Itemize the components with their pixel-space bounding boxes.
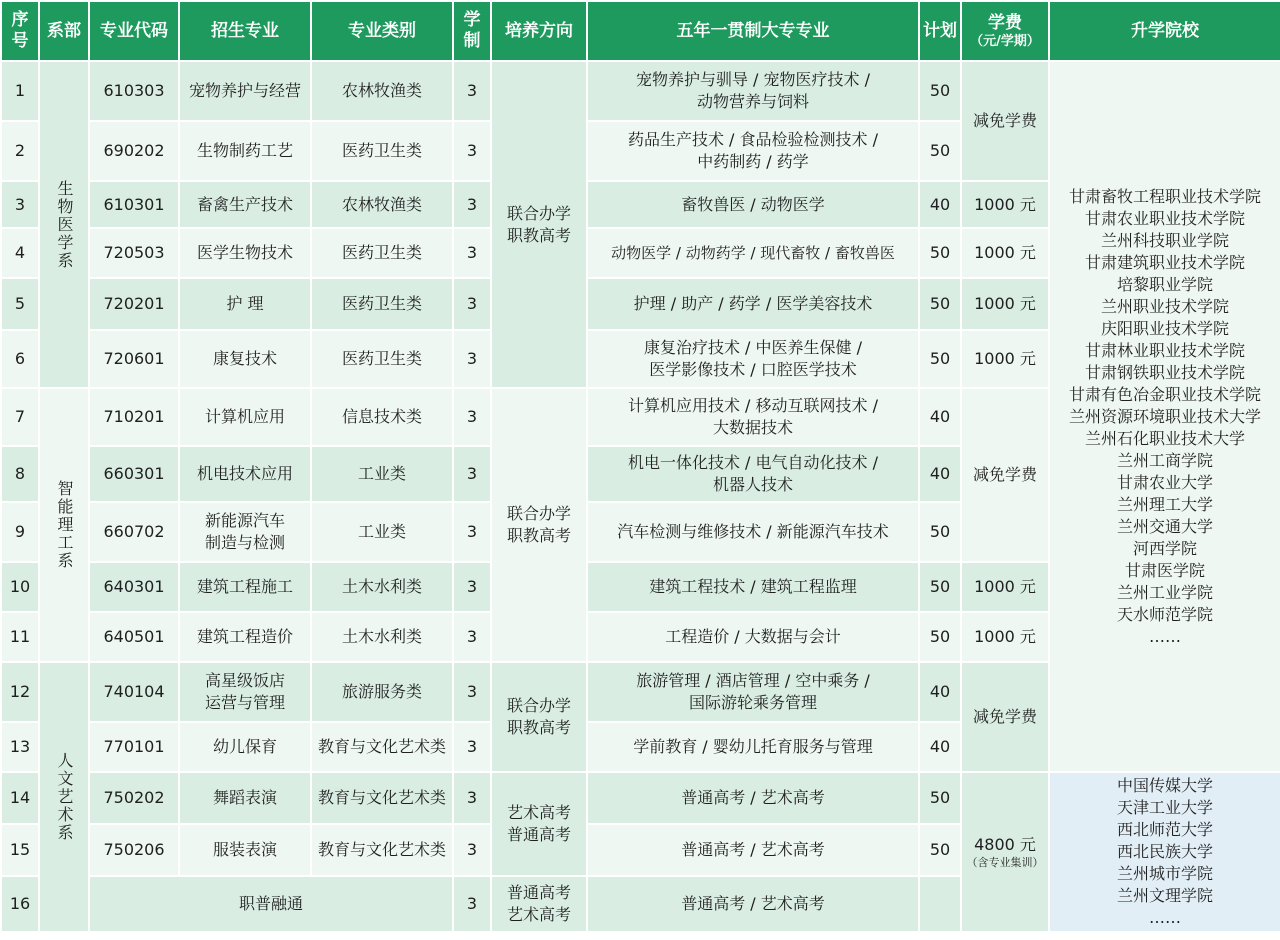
cell-code: 640501 (89, 612, 179, 662)
header-major: 招生专业 (179, 1, 311, 61)
cell-major (179, 502, 311, 562)
cell-category: 教育与文化艺术类 (311, 772, 453, 824)
cell-fee: 1000 元 (961, 228, 1049, 278)
direction-line: 职教高考 (506, 225, 571, 245)
cell-plan: 50 (919, 824, 961, 876)
cell-seq: 9 (1, 502, 39, 562)
cell-years: 3 (453, 61, 491, 121)
cell-seq: 11 (1, 612, 39, 662)
header-fee (961, 1, 1049, 61)
cell-seq: 13 (1, 722, 39, 772)
fee-waived: 减免学费 (961, 61, 1049, 181)
cell-seq: 14 (1, 772, 39, 824)
school-item: 西北师范大学 (1116, 820, 1213, 839)
cell-college (587, 446, 919, 502)
college-line: 机器人技术 (712, 475, 793, 494)
major-line: 高星级饭店 (204, 671, 285, 690)
college-line: 国际游轮乘务管理 (688, 693, 817, 712)
cell-code: 610303 (89, 61, 179, 121)
cell-years: 3 (453, 722, 491, 772)
cell-major-merged: 职普融通 (89, 876, 453, 932)
fee-art-value: 4800 元 (974, 835, 1036, 854)
college-line: 动物营养与饲料 (696, 92, 809, 111)
cell-code: 720503 (89, 228, 179, 278)
fee-art (961, 772, 1049, 932)
cell-seq: 10 (1, 562, 39, 612)
cell-college (587, 388, 919, 446)
direction-tech (491, 388, 587, 662)
cell-category: 土木水利类 (311, 562, 453, 612)
cell-years: 3 (453, 181, 491, 228)
cell-code: 660702 (89, 502, 179, 562)
direction-line: 普通高考 (506, 825, 571, 844)
school-item: 兰州工业学院 (1116, 582, 1213, 602)
cell-major: 机电技术应用 (179, 446, 311, 502)
school-item: 甘肃农业大学 (1116, 472, 1213, 492)
direction-arts-joint (491, 662, 587, 772)
school-item: 兰州科技职业学院 (1100, 230, 1229, 250)
cell-category: 信息技术类 (311, 388, 453, 446)
header-seq: 序号 (1, 1, 39, 61)
cell-college: 汽车检测与维修技术 / 新能源汽车技术 (587, 502, 919, 562)
schools-list (1049, 61, 1280, 772)
college-line: 计算机应用技术 / 移动互联网技术 / (627, 396, 879, 415)
cell-category: 工业类 (311, 446, 453, 502)
cell-college: 普通高考 / 艺术高考 (587, 876, 919, 932)
college-line: 康复治疗技术 / 中医养生保健 / (643, 338, 863, 357)
school-item: 甘肃建筑职业技术学院 (1084, 252, 1245, 272)
cell-college (587, 330, 919, 388)
cell-college: 动物医学 / 动物药学 / 现代畜牧 / 畜牧兽医 (587, 228, 919, 278)
cell-fee: 1000 元 (961, 181, 1049, 228)
dept-tech: 智能理工系 (39, 388, 89, 662)
fee-waived: 减免学费 (961, 388, 1049, 562)
cell-years: 3 (453, 388, 491, 446)
cell-plan: 50 (919, 562, 961, 612)
school-item: 庆阳职业技术学院 (1100, 318, 1229, 338)
cell-years: 3 (453, 562, 491, 612)
direction-art-exam (491, 772, 587, 876)
cell-major: 计算机应用 (179, 388, 311, 446)
cell-years: 3 (453, 446, 491, 502)
cell-plan: 50 (919, 772, 961, 824)
cell-plan: 50 (919, 228, 961, 278)
cell-seq: 2 (1, 121, 39, 181)
cell-category: 医药卫生类 (311, 228, 453, 278)
cell-category: 医药卫生类 (311, 278, 453, 330)
cell-seq: 15 (1, 824, 39, 876)
cell-fee: 1000 元 (961, 278, 1049, 330)
direction-line: 联合办学 (506, 203, 571, 223)
cell-major: 康复技术 (179, 330, 311, 388)
header-category: 专业类别 (311, 1, 453, 61)
header-years: 学制 (453, 1, 491, 61)
cell-college: 普通高考 / 艺术高考 (587, 772, 919, 824)
cell-college: 护理 / 助产 / 药学 / 医学美容技术 (587, 278, 919, 330)
cell-plan: 40 (919, 388, 961, 446)
cell-college: 建筑工程技术 / 建筑工程监理 (587, 562, 919, 612)
school-item: 甘肃林业职业技术学院 (1084, 340, 1245, 360)
header-row (1, 1, 1280, 61)
table-row (1, 61, 1280, 121)
school-item: 兰州资源环境职业技术大学 (1068, 406, 1261, 426)
cell-code: 660301 (89, 446, 179, 502)
college-line: 中药制药 / 药学 (697, 152, 809, 171)
direction-bio (491, 61, 587, 388)
cell-major: 生物制药工艺 (179, 121, 311, 181)
school-item: 河西学院 (1132, 538, 1197, 558)
major-line: 运营与管理 (204, 693, 285, 712)
cell-years: 3 (453, 278, 491, 330)
cell-code: 720201 (89, 278, 179, 330)
cell-years: 3 (453, 330, 491, 388)
cell-years: 3 (453, 772, 491, 824)
cell-plan: 50 (919, 121, 961, 181)
cell-code: 750206 (89, 824, 179, 876)
school-item: 兰州城市学院 (1116, 864, 1213, 883)
cell-seq: 6 (1, 330, 39, 388)
cell-major (179, 662, 311, 722)
college-line: 药品生产技术 / 食品检验检测技术 / (627, 130, 879, 149)
cell-major: 建筑工程施工 (179, 562, 311, 612)
school-item: 甘肃钢铁职业技术学院 (1084, 362, 1245, 382)
fee-art-note: （含专业集训） (966, 856, 1044, 869)
college-line: 机电一体化技术 / 电气自动化技术 / (627, 453, 879, 472)
schools-art-list (1049, 772, 1280, 932)
cell-category: 医药卫生类 (311, 121, 453, 181)
cell-category: 教育与文化艺术类 (311, 722, 453, 772)
school-item: 西北民族大学 (1116, 842, 1213, 861)
cell-college: 工程造价 / 大数据与会计 (587, 612, 919, 662)
cell-code: 690202 (89, 121, 179, 181)
cell-code: 740104 (89, 662, 179, 722)
cell-category: 旅游服务类 (311, 662, 453, 722)
direction-general (491, 876, 587, 932)
school-item: 甘肃有色冶金职业技术学院 (1068, 384, 1261, 404)
cell-years: 3 (453, 612, 491, 662)
cell-college (587, 121, 919, 181)
school-item: 天津工业大学 (1116, 798, 1213, 817)
cell-plan: 50 (919, 61, 961, 121)
header-college-majors: 五年一贯制大专专业 (587, 1, 919, 61)
direction-line: 联合办学 (506, 696, 571, 715)
cell-plan (919, 876, 961, 932)
cell-major: 舞蹈表演 (179, 772, 311, 824)
cell-plan: 40 (919, 181, 961, 228)
school-item: 甘肃医学院 (1124, 560, 1205, 580)
cell-plan: 50 (919, 330, 961, 388)
cell-major: 服装表演 (179, 824, 311, 876)
dept-bio: 生物医学系 (39, 61, 89, 388)
cell-code: 720601 (89, 330, 179, 388)
school-item: 兰州文理学院 (1116, 886, 1213, 905)
cell-major: 畜禽生产技术 (179, 181, 311, 228)
header-direction: 培养方向 (491, 1, 587, 61)
cell-major: 宠物养护与经营 (179, 61, 311, 121)
header-fee-unit: （元/学期） (970, 33, 1040, 49)
school-item: 天水师范学院 (1116, 604, 1213, 624)
fee-waived: 减免学费 (961, 662, 1049, 772)
school-item: 兰州理工大学 (1116, 494, 1213, 514)
school-item: 中国传媒大学 (1116, 776, 1213, 795)
college-line: 宠物养护与驯导 / 宠物医疗技术 / (635, 70, 871, 89)
cell-years: 3 (453, 824, 491, 876)
cell-major: 幼儿保育 (179, 722, 311, 772)
cell-seq: 4 (1, 228, 39, 278)
cell-plan: 40 (919, 662, 961, 722)
header-dept: 系部 (39, 1, 89, 61)
major-line: 新能源汽车 (204, 511, 285, 530)
dept-arts: 人文艺术系 (39, 662, 89, 932)
cell-code: 750202 (89, 772, 179, 824)
major-line: 制造与检测 (204, 533, 285, 552)
cell-college: 普通高考 / 艺术高考 (587, 824, 919, 876)
cell-years: 3 (453, 662, 491, 722)
cell-years: 3 (453, 876, 491, 932)
cell-plan: 50 (919, 502, 961, 562)
cell-code: 640301 (89, 562, 179, 612)
cell-major: 护 理 (179, 278, 311, 330)
school-item: …… (1149, 908, 1181, 927)
school-item: 甘肃畜牧工程职业技术学院 (1068, 186, 1261, 206)
table-row (1, 772, 1280, 824)
cell-category: 医药卫生类 (311, 330, 453, 388)
cell-code: 610301 (89, 181, 179, 228)
cell-college (587, 662, 919, 722)
direction-line: 职教高考 (506, 718, 571, 737)
cell-category: 农林牧渔类 (311, 181, 453, 228)
cell-seq: 12 (1, 662, 39, 722)
cell-plan: 50 (919, 278, 961, 330)
cell-college: 学前教育 / 婴幼儿托育服务与管理 (587, 722, 919, 772)
cell-college (587, 61, 919, 121)
cell-plan: 40 (919, 446, 961, 502)
school-item: 兰州工商学院 (1116, 450, 1213, 470)
college-line: 医学影像技术 / 口腔医学技术 (649, 360, 857, 379)
cell-college: 畜牧兽医 / 动物医学 (587, 181, 919, 228)
cell-plan: 50 (919, 612, 961, 662)
cell-seq: 16 (1, 876, 39, 932)
cell-seq: 3 (1, 181, 39, 228)
cell-fee: 1000 元 (961, 562, 1049, 612)
school-item: 兰州职业技术学院 (1100, 296, 1229, 316)
direction-line: 艺术高考 (506, 905, 571, 924)
header-code: 专业代码 (89, 1, 179, 61)
cell-code: 710201 (89, 388, 179, 446)
header-schools: 升学院校 (1049, 1, 1280, 61)
header-plan: 计划 (919, 1, 961, 61)
cell-category: 土木水利类 (311, 612, 453, 662)
direction-line: 职教高考 (506, 526, 571, 545)
school-item: 兰州石化职业技术大学 (1084, 428, 1245, 448)
cell-years: 3 (453, 502, 491, 562)
direction-line: 普通高考 (506, 883, 571, 902)
cell-plan: 40 (919, 722, 961, 772)
cell-seq: 1 (1, 61, 39, 121)
direction-line: 艺术高考 (506, 803, 571, 822)
cell-fee: 1000 元 (961, 330, 1049, 388)
school-item: 培黎职业学院 (1116, 274, 1213, 294)
direction-line: 联合办学 (506, 504, 571, 523)
school-item: 甘肃农业职业技术学院 (1084, 208, 1245, 228)
cell-major: 医学生物技术 (179, 228, 311, 278)
cell-category: 教育与文化艺术类 (311, 824, 453, 876)
cell-years: 3 (453, 228, 491, 278)
cell-seq: 5 (1, 278, 39, 330)
cell-seq: 8 (1, 446, 39, 502)
cell-fee: 1000 元 (961, 612, 1049, 662)
cell-category: 工业类 (311, 502, 453, 562)
school-item: 兰州交通大学 (1116, 516, 1213, 536)
cell-code: 770101 (89, 722, 179, 772)
cell-years: 3 (453, 121, 491, 181)
cell-category: 农林牧渔类 (311, 61, 453, 121)
cell-seq: 7 (1, 388, 39, 446)
college-line: 旅游管理 / 酒店管理 / 空中乘务 / (636, 671, 870, 690)
school-item: …… (1149, 626, 1181, 646)
college-line: 大数据技术 (712, 418, 793, 437)
header-fee-label: 学费 (988, 12, 1022, 33)
cell-major: 建筑工程造价 (179, 612, 311, 662)
